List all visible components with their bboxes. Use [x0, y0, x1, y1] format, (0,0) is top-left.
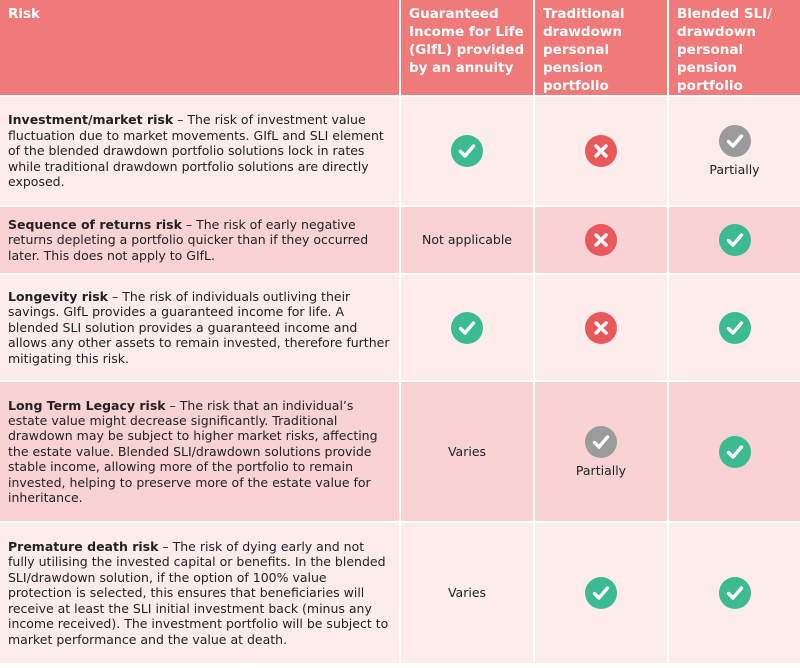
risk-title: Longevity risk: [8, 288, 108, 304]
risk-title: Investment/market risk: [8, 112, 174, 128]
check-icon: [450, 311, 484, 345]
cell-blended: [668, 96, 800, 206]
cell-text: Partially: [709, 162, 760, 178]
cell-blended: [668, 274, 800, 381]
cell-gifl: [400, 522, 534, 664]
risk-description-cell: [0, 96, 400, 206]
cell-text: Partially: [575, 462, 627, 478]
table-row: [0, 274, 800, 381]
risk-separator: –: [108, 288, 123, 304]
cell-blended: [668, 522, 800, 664]
cross-icon: [584, 223, 618, 257]
risk-description-cell: [0, 206, 400, 274]
risk-desc: The risk that an individual’s estate value might decrease significantly. Traditional drawdown may be subject to higher market risks, affecting the estate value. Blended SLI/drawdown solutions provide stable income, allowing more of the portfolio to remain invested, helping to preserve more of the estate value for inheritance.: [8, 397, 378, 506]
header-gifl: Guaranteed Income for Life (GIfL) provided by an annuity: [400, 0, 534, 96]
check-icon: [584, 576, 618, 610]
risk-separator: –: [181, 216, 197, 232]
table-row: [0, 96, 800, 206]
cell-drawdown: [534, 522, 668, 664]
cell-drawdown: [534, 96, 668, 206]
risk-description-cell: [0, 274, 400, 381]
header-risk: Risk: [0, 0, 400, 96]
table-row: [0, 381, 800, 522]
risk-title: Long Term Legacy risk: [8, 397, 166, 413]
risk-title: Sequence of returns risk: [8, 216, 182, 232]
cell-gifl: [400, 274, 534, 381]
risk-desc: The risk of investment value fluctuation due to market movements. GIfL and SLI element of the blended drawdown portfolio solutions lock in rates while traditional drawdown portfolio solutions are directly exposed.: [8, 112, 384, 190]
risk-separator: –: [158, 539, 173, 555]
cell-text: Not applicable: [422, 232, 512, 248]
risk-desc: The risk of individuals outliving their savings. GIfL provides a guaranteed income for life. A blended SLI solution provides a guaranteed income and allows any other assets to remain invested, therefore further mitigating this risk.: [8, 288, 390, 366]
cell-gifl: [400, 381, 534, 522]
cell-blended: [668, 206, 800, 274]
risk-separator: –: [173, 112, 188, 128]
header-row: [0, 0, 800, 96]
risk-separator: –: [165, 397, 180, 413]
cross-icon: [584, 134, 618, 168]
check-icon: [718, 435, 752, 469]
header-drawdown: Traditional drawdown personal pension portfolio: [534, 0, 668, 96]
cell-text: Varies: [447, 585, 487, 601]
partial-check-icon: [718, 124, 752, 158]
cell-gifl: [400, 206, 534, 274]
risk-description-cell: [0, 522, 400, 664]
cell-drawdown: [534, 381, 668, 522]
risk-title: Premature death risk: [8, 539, 159, 555]
check-icon: [450, 134, 484, 168]
table-row: [0, 522, 800, 664]
check-icon: [718, 576, 752, 610]
cell-text: Varies: [447, 443, 487, 459]
partial-check-icon: [584, 425, 618, 459]
header-blended: Blended SLI/ drawdown personal pension portfolio: [668, 0, 800, 96]
check-icon: [718, 223, 752, 257]
check-icon: [718, 311, 752, 345]
risk-desc: The risk of early negative returns depleting a portfolio quicker than if they occurred later. This does not apply to GIfL.: [8, 216, 369, 263]
cell-blended: [668, 381, 800, 522]
risk-desc: The risk of dying early and not fully utilising the invested capital or benefits. In the blended SLI/drawdown solution, if the option of 100% value protection is selected, this ensures that beneficiaries will receive at least the SLI initial investment back (minus any income received). The investment portfolio will be subject to market performance and the value at death.: [8, 539, 389, 647]
cross-icon: [584, 311, 618, 345]
cell-drawdown: [534, 274, 668, 381]
cell-gifl: [400, 96, 534, 206]
cell-drawdown: [534, 206, 668, 274]
risk-description-cell: [0, 381, 400, 522]
table-row: [0, 206, 800, 274]
